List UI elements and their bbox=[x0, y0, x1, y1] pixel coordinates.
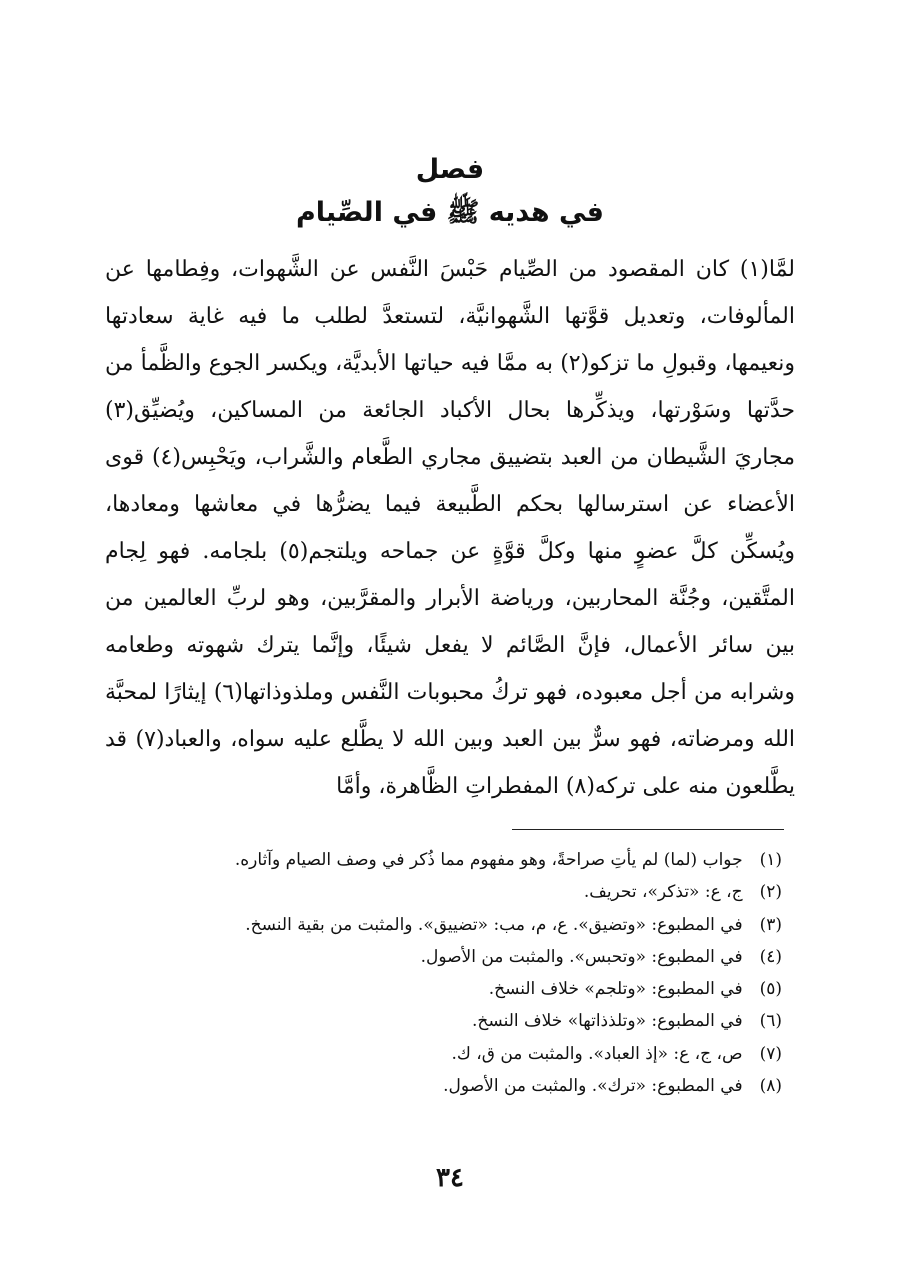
chapter-heading: فصل bbox=[415, 154, 485, 185]
footnote-number: (٤) bbox=[759, 946, 782, 967]
footnote-number: (٥) bbox=[759, 979, 782, 1000]
footnote-item bbox=[122, 941, 782, 973]
footnote-item bbox=[122, 1038, 782, 1070]
footnote-text: ص، ج، ع: «إذ العباد». والمثبت من ق، ك. bbox=[451, 1043, 743, 1064]
footnote-text: في المطبوع: «وتضيق». ع، م، مب: «تضييق». والمثبت من بقية النسخ. bbox=[245, 914, 743, 935]
footnote-number: (٦) bbox=[759, 1011, 782, 1032]
footnote-divider bbox=[512, 829, 784, 830]
footnote-text: ج، ع: «تذكر»، تحريف. bbox=[583, 882, 743, 903]
chapter-subheading: في هديه ﷺ في الصِّيام bbox=[296, 197, 604, 228]
footnote-number: (٨) bbox=[759, 1076, 782, 1097]
footnote-item bbox=[122, 844, 782, 876]
footnote-item bbox=[122, 876, 782, 908]
footnote-number: (٢) bbox=[759, 882, 782, 903]
footnote-number: (٣) bbox=[759, 914, 782, 935]
footnote-item bbox=[122, 909, 782, 941]
footnote-item bbox=[122, 1005, 782, 1037]
footnotes-list bbox=[122, 844, 782, 1102]
page-number: ٣٤ bbox=[436, 1163, 464, 1193]
footnote-text: في المطبوع: «وتحبس». والمثبت من الأصول. bbox=[420, 946, 743, 967]
footnote-item bbox=[122, 1070, 782, 1102]
footnote-text: في المطبوع: «ترك». والمثبت من الأصول. bbox=[443, 1076, 743, 1097]
footnote-text: في المطبوع: «وتلجم» خلاف النسخ. bbox=[488, 979, 743, 1000]
footnote-item bbox=[122, 973, 782, 1005]
main-paragraph: لمَّا(١) كان المقصود من الصِّيام حَبْسَ النَّفس عن الشَّهوات، وفِطامها عن المألوفات، وتعديل قوَّتها الشَّهوانيَّة، لتستعدَّ لطلب ما فيه غاية سعادتها ونعيمها، وقبولِ ما تزكو(٢) به ممَّا فيه حياتها الأبديَّة، ويكسر الجوع والظَّمأ من حدَّتها وسَوْرتها، ويذكِّرها بحال الأكباد الجائعة من المساكين، ويُضيِّق(٣) مجاريَ الشَّيطان من العبد بتضييق مجاري الطَّعام والشَّراب، ويَحْبِس(٤) قوى الأعضاء عن استرسالها بحكم الطَّبيعة فيما يضرُّها في معاشها ومعادها، ويُسكِّن كلَّ عضوٍ منها وكلَّ قوَّةٍ عن جماحه ويلتجم(٥) بلجامه. فهو لِجام المتَّقين، وجُنَّة المحاربين، ورياضة الأبرار والمقرَّبين، وهو لربِّ العالمين من بين سائر الأعمال، فإنَّ الصَّائم لا يفعل شيئًا، وإنَّما يترك شهوته وطعامه وشرابه من أجل معبوده، فهو تركُ محبوبات النَّفس وملذوذاتها(٦) إيثارًا لمحبَّة الله ومرضاته، فهو سرٌّ بين العبد وبين الله لا يطَّلع عليه سواه، والعباد(٧) قد يطَّلعون منه على تركه(٨) المفطراتِ الظَّاهرة، وأمَّا bbox=[105, 257, 796, 799]
footnote-number: (١) bbox=[759, 850, 782, 870]
footnote-text: في المطبوع: «وتلذذاتها» خلاف النسخ. bbox=[472, 1011, 743, 1032]
footnote-number: (٧) bbox=[759, 1043, 782, 1064]
footnote-text: جواب (لما) لم يأتِ صراحةً، وهو مفهوم مما ذُكر في وصف الصيام وآثاره. bbox=[234, 850, 743, 870]
